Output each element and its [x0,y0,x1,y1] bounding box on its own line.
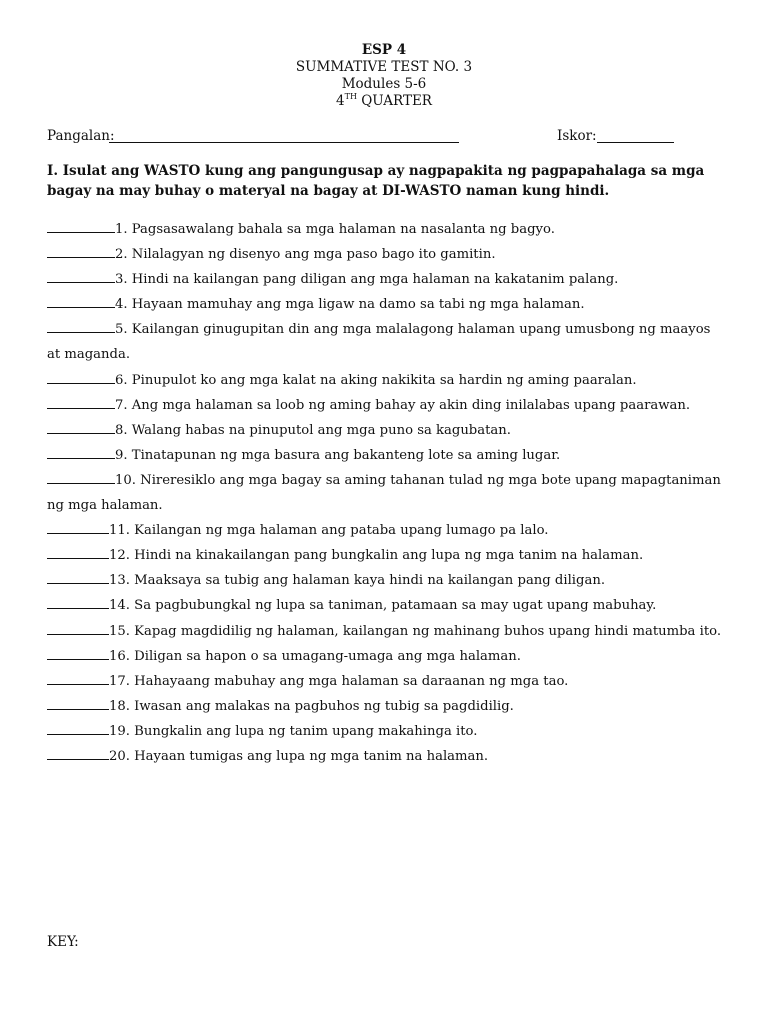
question-item: 1. Pagsasawalang bahala sa mga halaman na nasalanta ng bagyo. [47,217,727,242]
answer-blank[interactable] [47,471,115,484]
quarter-line [0,93,768,110]
answer-blank[interactable] [47,396,115,409]
question-item: 8. Walang habas na pinuputol ang mga puno sa kagubatan. [47,418,727,443]
question-item: 17. Hahayaang mabuhay ang mga halaman sa daraanan ng mga tao. [47,669,727,694]
answer-blank[interactable] [47,647,109,660]
answer-blank[interactable] [47,446,115,459]
student-info-row [47,128,727,146]
test-title: SUMMATIVE TEST NO. 3 [295,59,473,75]
answer-blank[interactable] [47,371,115,384]
question-list [47,217,727,769]
answer-blank[interactable] [47,596,109,609]
question-item: 4. Hayaan mamuhay ang mga ligaw na damo sa tabi ng mga halaman. [47,292,727,317]
question-item: 3. Hindi na kailangan pang diligan ang mga halaman na kakatanim palang. [47,267,727,292]
answer-blank[interactable] [47,622,109,635]
question-item: 5. Kailangan ginugupitan din ang mga malalagong halaman upang umusbong ng maayos at maganda. [47,322,711,363]
document-header [0,42,768,110]
quarter-number: 4 [336,93,345,109]
subject-title: ESP 4 [361,42,407,58]
modules-line: Modules 5-6 [341,76,427,92]
question-item: 13. Maaksaya sa tubig ang halaman kaya hindi na kailangan pang diligan. [47,568,727,593]
question-item: 6. Pinupulot ko ang mga kalat na aking nakikita sa hardin ng aming paaralan. [47,368,727,393]
answer-blank[interactable] [47,571,109,584]
question-item: 2. Nilalagyan ng disenyo ang mga paso bago ito gamitin. [47,242,727,267]
answer-blank[interactable] [47,245,115,258]
answer-blank[interactable] [47,295,115,308]
answer-blank[interactable] [47,672,109,685]
question-item: 14. Sa pagbubungkal ng lupa sa taniman, patamaan sa may ugat upang mabuhay. [47,593,727,618]
score-blank-line[interactable] [597,142,674,143]
question-item: 16. Diligan sa hapon o sa umagang-umaga ang mga halaman. [47,644,727,669]
answer-blank[interactable] [47,546,109,559]
answer-blank[interactable] [47,521,109,534]
question-item: 20. Hayaan tumigas ang lupa ng mga tanim na halaman. [47,744,727,769]
question-item: 19. Bungkalin ang lupa ng tanim upang makahinga ito. [47,719,727,744]
answer-blank[interactable] [47,320,115,333]
instruction-text: I. Isulat ang WASTO kung ang pangungusap ay nagpapakita ng pagpapahalaga sa mga bagay na may buhay o materyal na bagay at DI-WASTO naman kung hindi. [47,163,705,199]
question-item: 12. Hindi na kinakailangan pang bungkalin ang lupa ng mga tanim na halaman. [47,543,727,568]
answer-blank[interactable] [47,270,115,283]
question-item: 9. Tinatapunan ng mga basura ang bakanteng lote sa aming lugar. [47,443,727,468]
question-item: 7. Ang mga halaman sa loob ng aming bahay ay akin ding inilalabas upang paarawan. [47,393,727,418]
question-item: 18. Iwasan ang malakas na pagbuhos ng tubig sa pagdidilig. [47,694,727,719]
question-item: 11. Kailangan ng mga halaman ang pataba upang lumago pa lalo. [47,518,727,543]
name-label: Pangalan: [47,128,115,144]
quarter-ordinal: TH [344,92,357,101]
answer-blank[interactable] [47,421,115,434]
quarter-word: QUARTER [361,93,432,109]
question-item: 10. Nireresiklo ang mga bagay sa aming tahanan tulad ng mga bote upang mapagtaniman ng mga halaman. [47,472,721,514]
answer-blank[interactable] [47,697,109,710]
answer-blank[interactable] [47,722,109,735]
answer-blank[interactable] [47,220,115,233]
answer-key-label: KEY: [47,934,79,950]
name-blank-line[interactable] [109,142,459,143]
score-label: Iskor: [557,128,597,144]
question-item: 15. Kapag magdidilig ng halaman, kailangan ng mahinang buhos upang hindi matumba ito. [47,619,727,644]
answer-blank[interactable] [47,747,109,760]
